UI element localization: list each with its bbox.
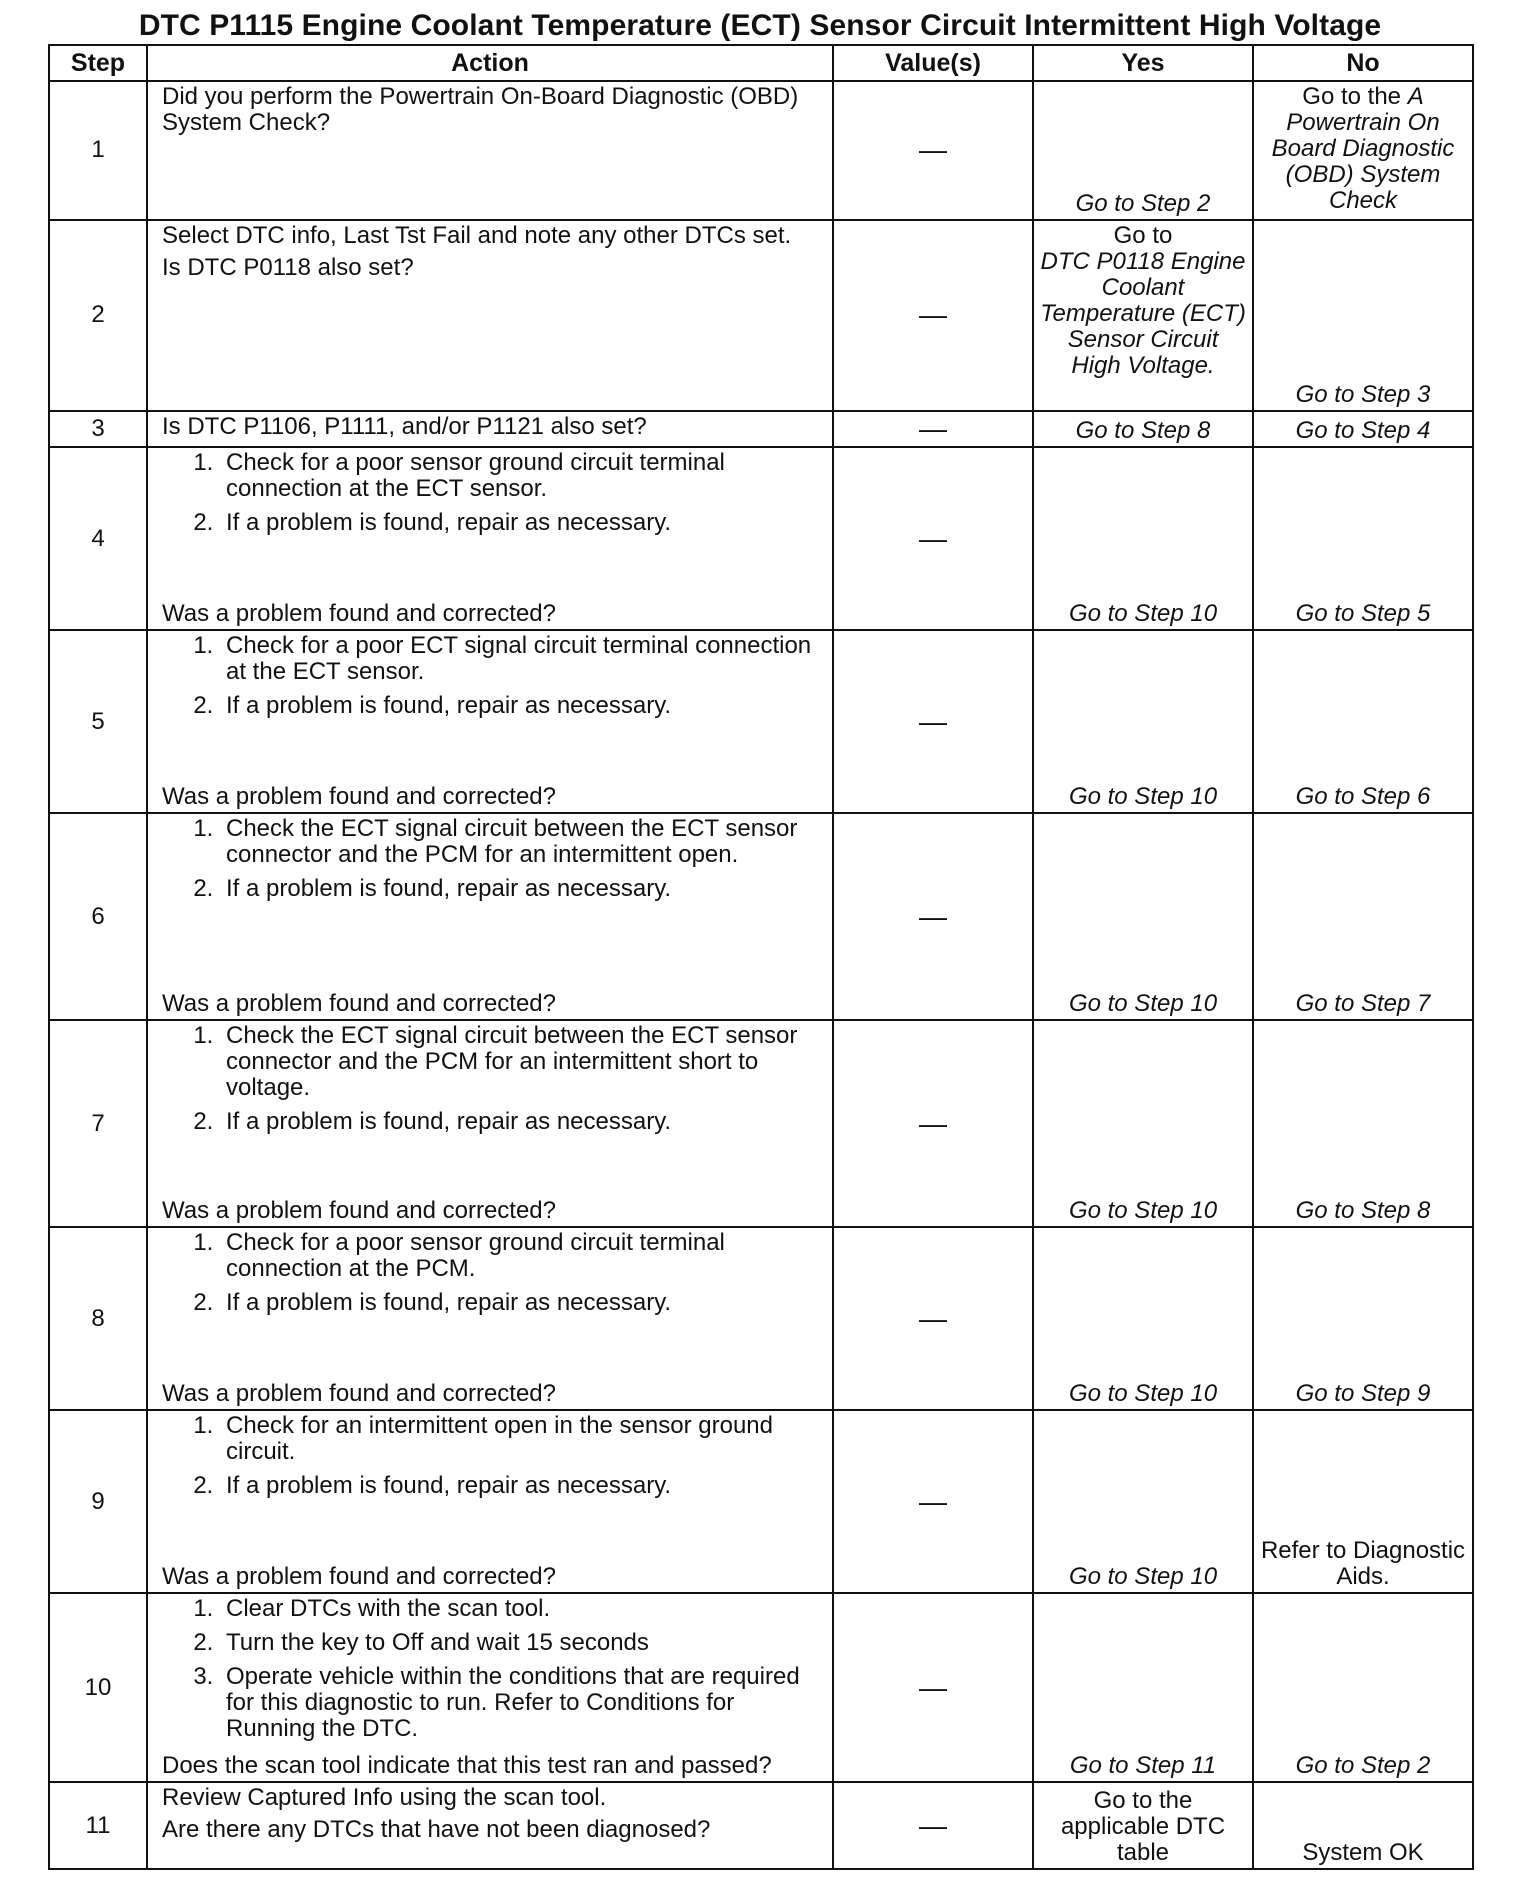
action-cell — [147, 1410, 833, 1593]
no-link[interactable]: Go to Step 3 — [1295, 380, 1431, 408]
action-list — [162, 1413, 824, 1499]
yes-link[interactable]: Go to Step 10 — [1068, 1380, 1218, 1408]
no-cell — [1253, 220, 1473, 411]
step-number: 6 — [49, 813, 147, 1020]
action-list-item: 2. If a problem is found, repair as necessary. — [220, 1473, 824, 1499]
action-cell — [147, 447, 833, 630]
table-row — [49, 1782, 1473, 1869]
no-cell — [1253, 630, 1473, 813]
action-question: Was a problem found and corrected? — [162, 1197, 556, 1225]
no-link[interactable]: Go to Step 9 — [1295, 1380, 1431, 1408]
value-cell: — — [833, 81, 1033, 220]
value-cell: — — [833, 411, 1033, 447]
action-instructions — [162, 816, 824, 910]
action-content — [162, 1785, 824, 1868]
action-content — [162, 223, 824, 410]
value-cell: — — [833, 630, 1033, 813]
action-list — [162, 1596, 824, 1742]
table-row — [49, 630, 1473, 813]
col-header-no: No — [1253, 45, 1473, 81]
action-list-item: 2. If a problem is found, repair as necessary. — [220, 1109, 824, 1135]
yes-prefix: Go to — [1113, 221, 1173, 249]
page-title: DTC P1115 Engine Coolant Temperature (ECT) Sensor Circuit Intermittent High Voltage — [138, 9, 1382, 42]
action-list-item: 1. Check for a poor ECT signal circuit terminal connection at the ECT sensor. — [220, 633, 824, 685]
action-cell — [147, 81, 833, 220]
col-header-action: Action — [147, 45, 833, 81]
action-cell — [147, 630, 833, 813]
value-cell: — — [833, 1227, 1033, 1410]
action-text: Is DTC P1106, P1111, and/or P1121 also set? — [162, 412, 647, 440]
action-text: Did you perform the Powertrain On-Board Diagnostic (OBD) System Check? — [162, 83, 799, 136]
action-list-item: 1. Clear DTCs with the scan tool. — [220, 1596, 824, 1622]
yes-cell — [1033, 220, 1253, 411]
action-text: Are there any DTCs that have not been diagnosed? — [162, 1816, 711, 1844]
action-list-item: 2. If a problem is found, repair as necessary. — [220, 1290, 824, 1316]
action-cell — [147, 220, 833, 411]
table-row — [49, 1410, 1473, 1593]
action-list-item: 3. Operate vehicle within the conditions that are required for this diagnostic to run. Refer to Conditions for Running the DTC. — [220, 1664, 824, 1742]
action-list-item: 2. If a problem is found, repair as necessary. — [220, 876, 824, 902]
action-instructions — [162, 1413, 824, 1507]
action-content — [162, 414, 824, 446]
action-list-item: 2. Turn the key to Off and wait 15 seconds — [220, 1630, 824, 1656]
no-cell — [1253, 447, 1473, 630]
action-list — [162, 1023, 824, 1135]
yes-link[interactable]: Go to Step 8 — [1075, 417, 1211, 445]
no-prefix: Go to the — [1302, 83, 1408, 110]
yes-cell — [1033, 630, 1253, 813]
table-row — [49, 447, 1473, 630]
yes-cell — [1033, 1020, 1253, 1227]
no-cell — [1253, 1782, 1473, 1869]
action-cell — [147, 1020, 833, 1227]
yes-link[interactable]: Go to Step 10 — [1068, 783, 1218, 811]
action-text: Select DTC info, Last Tst Fail and note any other DTCs set. — [162, 221, 792, 249]
no-cell — [1253, 813, 1473, 1020]
no-cell — [1253, 81, 1473, 220]
action-content — [162, 633, 824, 812]
step-number: 3 — [49, 411, 147, 447]
table-row — [49, 1227, 1473, 1410]
value-cell: — — [833, 447, 1033, 630]
action-cell — [147, 1782, 833, 1869]
action-list-item: 1. Check for a poor sensor ground circuit terminal connection at the ECT sensor. — [220, 450, 824, 502]
yes-cell — [1033, 1593, 1253, 1782]
value-cell: — — [833, 813, 1033, 1020]
action-content — [162, 1023, 824, 1226]
action-content — [162, 450, 824, 629]
table-row — [49, 813, 1473, 1020]
value-cell: — — [833, 1593, 1033, 1782]
no-link[interactable]: Go to Step 6 — [1295, 783, 1431, 811]
table-row — [49, 220, 1473, 411]
action-instructions — [162, 84, 824, 142]
col-header-step: Step — [49, 45, 147, 81]
diagnostic-table — [48, 44, 1474, 1870]
action-content — [162, 816, 824, 1019]
action-list-item: 2. If a problem is found, repair as necessary. — [220, 510, 824, 536]
action-instructions — [162, 633, 824, 727]
action-question: Was a problem found and corrected? — [162, 1563, 556, 1591]
no-link[interactable]: System OK — [1302, 1839, 1424, 1866]
action-content — [162, 1413, 824, 1592]
yes-cell — [1033, 813, 1253, 1020]
action-cell — [147, 1593, 833, 1782]
action-list — [162, 1230, 824, 1316]
action-list-item: 2. If a problem is found, repair as necessary. — [220, 693, 824, 719]
no-link-wrap — [1260, 84, 1466, 214]
action-list-item: 1. Check the ECT signal circuit between the ECT sensor connector and the PCM for an intermittent short to voltage. — [220, 1023, 824, 1101]
no-link[interactable]: Go to Step 8 — [1295, 1197, 1431, 1225]
action-list — [162, 816, 824, 902]
yes-link[interactable]: Go to Step 10 — [1068, 1197, 1218, 1225]
table-body — [49, 81, 1473, 1869]
action-instructions — [162, 1023, 824, 1143]
step-number: 4 — [49, 447, 147, 630]
action-list-item: 1. Check for a poor sensor ground circuit terminal connection at the PCM. — [220, 1230, 824, 1282]
action-question: Does the scan tool indicate that this test ran and passed? — [162, 1752, 772, 1780]
yes-cell — [1033, 81, 1253, 220]
yes-link[interactable]: Go to Step 11 — [1069, 1752, 1217, 1780]
no-link[interactable]: Refer to Diagnostic Aids. — [1260, 1537, 1466, 1591]
action-question: Was a problem found and corrected? — [162, 990, 556, 1018]
table-row — [49, 411, 1473, 447]
step-number: 7 — [49, 1020, 147, 1227]
table-row — [49, 1593, 1473, 1782]
step-number: 1 — [49, 81, 147, 220]
action-content — [162, 1230, 824, 1409]
yes-link[interactable]: Go to the applicable DTC table — [1060, 1787, 1226, 1866]
action-question: Was a problem found and corrected? — [162, 783, 556, 811]
col-header-values: Value(s) — [833, 45, 1033, 81]
yes-cell — [1033, 411, 1253, 447]
step-number: 10 — [49, 1593, 147, 1782]
action-list — [162, 450, 824, 536]
action-instructions — [162, 450, 824, 544]
action-list-item: 1. Check for an intermittent open in the sensor ground circuit. — [220, 1413, 824, 1465]
value-cell: — — [833, 220, 1033, 411]
yes-link[interactable]: Go to Step 10 — [1068, 1563, 1218, 1591]
action-instructions — [162, 1785, 824, 1849]
yes-cell — [1033, 1410, 1253, 1593]
yes-link[interactable]: Go to Step 2 — [1075, 189, 1211, 217]
table-row — [49, 81, 1473, 220]
yes-cell — [1033, 447, 1253, 630]
yes-link[interactable]: Go to Step 10 — [1068, 990, 1218, 1018]
no-link[interactable]: Go to Step 7 — [1295, 990, 1431, 1018]
no-cell — [1253, 411, 1473, 447]
action-text: Review Captured Info using the scan tool. — [162, 1784, 607, 1812]
yes-link[interactable]: Go to Step 10 — [1068, 600, 1218, 628]
action-instructions — [162, 1596, 824, 1750]
step-number: 8 — [49, 1227, 147, 1410]
no-link[interactable]: A Powertrain On Board Diagnostic (OBD) System Check — [1271, 83, 1455, 214]
no-link[interactable]: Go to Step 4 — [1295, 417, 1431, 445]
table-row — [49, 1020, 1473, 1227]
action-content — [162, 1596, 824, 1781]
no-cell — [1253, 1410, 1473, 1593]
action-question: Was a problem found and corrected? — [162, 600, 556, 628]
step-number: 2 — [49, 220, 147, 411]
step-number: 9 — [49, 1410, 147, 1593]
step-number: 11 — [49, 1782, 147, 1869]
action-list — [162, 633, 824, 719]
action-instructions — [162, 1230, 824, 1324]
action-content — [162, 84, 824, 219]
col-header-yes: Yes — [1033, 45, 1253, 81]
yes-cell — [1033, 1782, 1253, 1869]
action-question: Was a problem found and corrected? — [162, 1380, 556, 1408]
yes-cell — [1033, 1227, 1253, 1410]
action-list-item: 1. Check the ECT signal circuit between the ECT sensor connector and the PCM for an intermittent open. — [220, 816, 824, 868]
no-link[interactable]: Go to Step 2 — [1295, 1752, 1431, 1780]
action-text: Is DTC P0118 also set? — [162, 253, 414, 281]
value-cell: — — [833, 1020, 1033, 1227]
value-cell: — — [833, 1410, 1033, 1593]
yes-link[interactable]: DTC P0118 Engine Coolant Temperature (ECT) Sensor Circuit High Voltage. — [1040, 247, 1246, 379]
header-row — [49, 45, 1473, 81]
action-cell — [147, 411, 833, 447]
action-cell — [147, 1227, 833, 1410]
action-cell — [147, 813, 833, 1020]
value-cell: — — [833, 1782, 1033, 1869]
action-instructions — [162, 414, 824, 446]
action-instructions — [162, 223, 824, 287]
step-number: 5 — [49, 630, 147, 813]
no-link[interactable]: Go to Step 5 — [1295, 600, 1431, 628]
no-cell — [1253, 1593, 1473, 1782]
no-cell — [1253, 1020, 1473, 1227]
no-cell — [1253, 1227, 1473, 1410]
